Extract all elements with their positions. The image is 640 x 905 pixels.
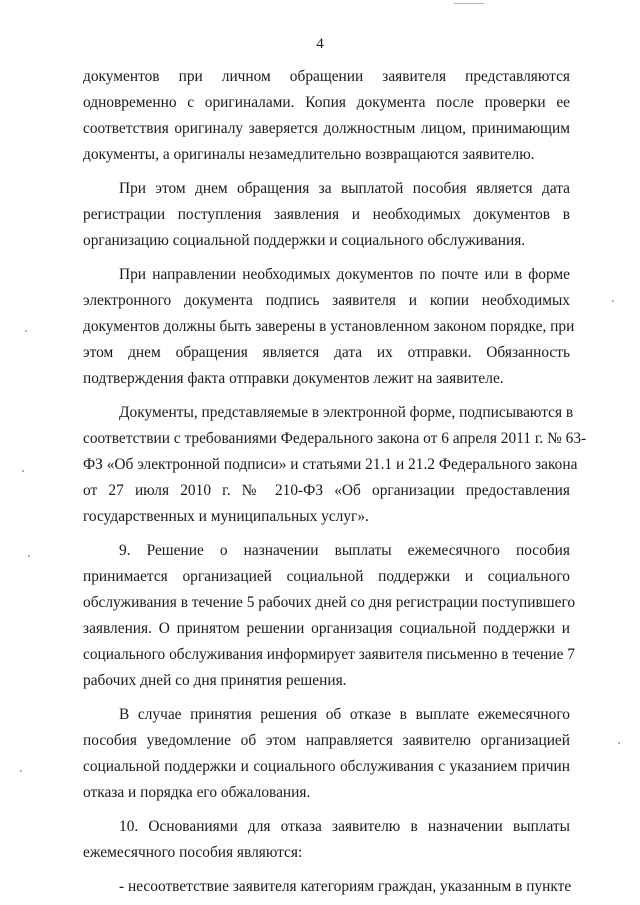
text-line: электронного документа подпись заявителя и копии необходимых xyxy=(83,292,570,309)
scan-speck xyxy=(25,330,27,332)
text-line: документов должны быть заверены в установленном законом порядке, при xyxy=(83,318,575,335)
text-line: 9. Решение о назначении выплаты ежемесячного пособия xyxy=(119,542,570,559)
paragraph xyxy=(83,262,575,392)
text-line: государственных и муниципальных услуг». xyxy=(83,508,369,525)
text-line: принимается организацией социальной поддержки и социального xyxy=(83,568,570,585)
document-body xyxy=(83,64,587,900)
text-line: 10. Основаниями для отказа заявителю в назначении выплаты xyxy=(119,818,570,835)
text-line: В случае принятия решения об отказе в выплате ежемесячного xyxy=(119,706,570,723)
text-line: этом днем обращения является дата их отправки. Обязанность xyxy=(83,344,570,361)
paragraph-gap xyxy=(83,866,570,874)
text-line: одновременно с оригиналами. Копия документа после проверки ее xyxy=(83,94,570,111)
paragraph-gap xyxy=(83,168,570,176)
text-line: обслуживания в течение 5 рабочих дней со дня регистрации поступившего xyxy=(83,594,576,611)
scan-speck xyxy=(22,470,24,472)
text-line: При этом днем обращения за выплатой пособия является дата xyxy=(119,180,570,197)
page-number: 4 xyxy=(316,36,324,52)
scan-speck xyxy=(20,770,22,772)
paragraph xyxy=(83,702,570,806)
text-line: Документы, представляемые в электронной форме, подписываются в xyxy=(119,404,574,421)
text-line: документы, а оригиналы незамедлительно возвращаются заявителю. xyxy=(83,146,535,163)
text-line: ФЗ «Об электронной подписи» и статьями 21.1 и 21.2 Федерального закона xyxy=(83,456,578,473)
paragraph xyxy=(83,814,570,866)
paragraph-gap xyxy=(83,694,570,702)
paragraph xyxy=(83,538,576,694)
text-line: - несоответствие заявителя категориям граждан, указанным в пункте xyxy=(119,878,572,895)
text-line: соответствии с требованиями Федерального закона от 6 апреля 2011 г. № 63- xyxy=(83,430,587,447)
text-line: организацию социальной поддержки и социального обслуживания. xyxy=(83,232,526,249)
text-line: отказа и порядка его обжалования. xyxy=(83,784,311,801)
paragraph xyxy=(83,874,570,900)
paragraph-gap xyxy=(83,254,570,262)
text-line: соответствия оригиналу заверяется должностным лицом, принимающим xyxy=(83,120,570,137)
text-line: социального обслуживания информирует заявителя письменно в течение 7 xyxy=(83,646,576,663)
text-line: При направлении необходимых документов по почте или в форме xyxy=(119,266,570,283)
text-line: документов при личном обращении заявителя представляются xyxy=(83,68,570,85)
paragraph-gap xyxy=(83,530,570,538)
paragraph xyxy=(83,400,587,530)
paragraph xyxy=(83,64,570,168)
text-line: заявления. О принятом решении организация социальной поддержки и xyxy=(83,620,570,637)
text-line: ежемесячного пособия являются: xyxy=(83,844,303,861)
text-line: от 27 июля 2010 г. № 210-ФЗ «Об организации предоставления xyxy=(83,482,570,499)
scan-speck xyxy=(612,300,614,302)
scan-speck xyxy=(28,555,30,557)
text-line: регистрации поступления заявления и необходимых документов в xyxy=(83,206,570,223)
scan-mark xyxy=(454,3,484,4)
paragraph-gap xyxy=(83,806,570,814)
text-line: подтверждения факта отправки документов лежит на заявителе. xyxy=(83,370,504,387)
text-line: рабочих дней со дня принятия решения. xyxy=(83,672,347,689)
paragraph-gap xyxy=(83,392,570,400)
paragraph xyxy=(83,176,570,254)
text-line: социальной поддержки и социального обслуживания с указанием причин xyxy=(83,758,570,775)
text-line: пособия уведомление об этом направляется заявителю организацией xyxy=(83,732,570,749)
scan-speck xyxy=(618,742,620,744)
